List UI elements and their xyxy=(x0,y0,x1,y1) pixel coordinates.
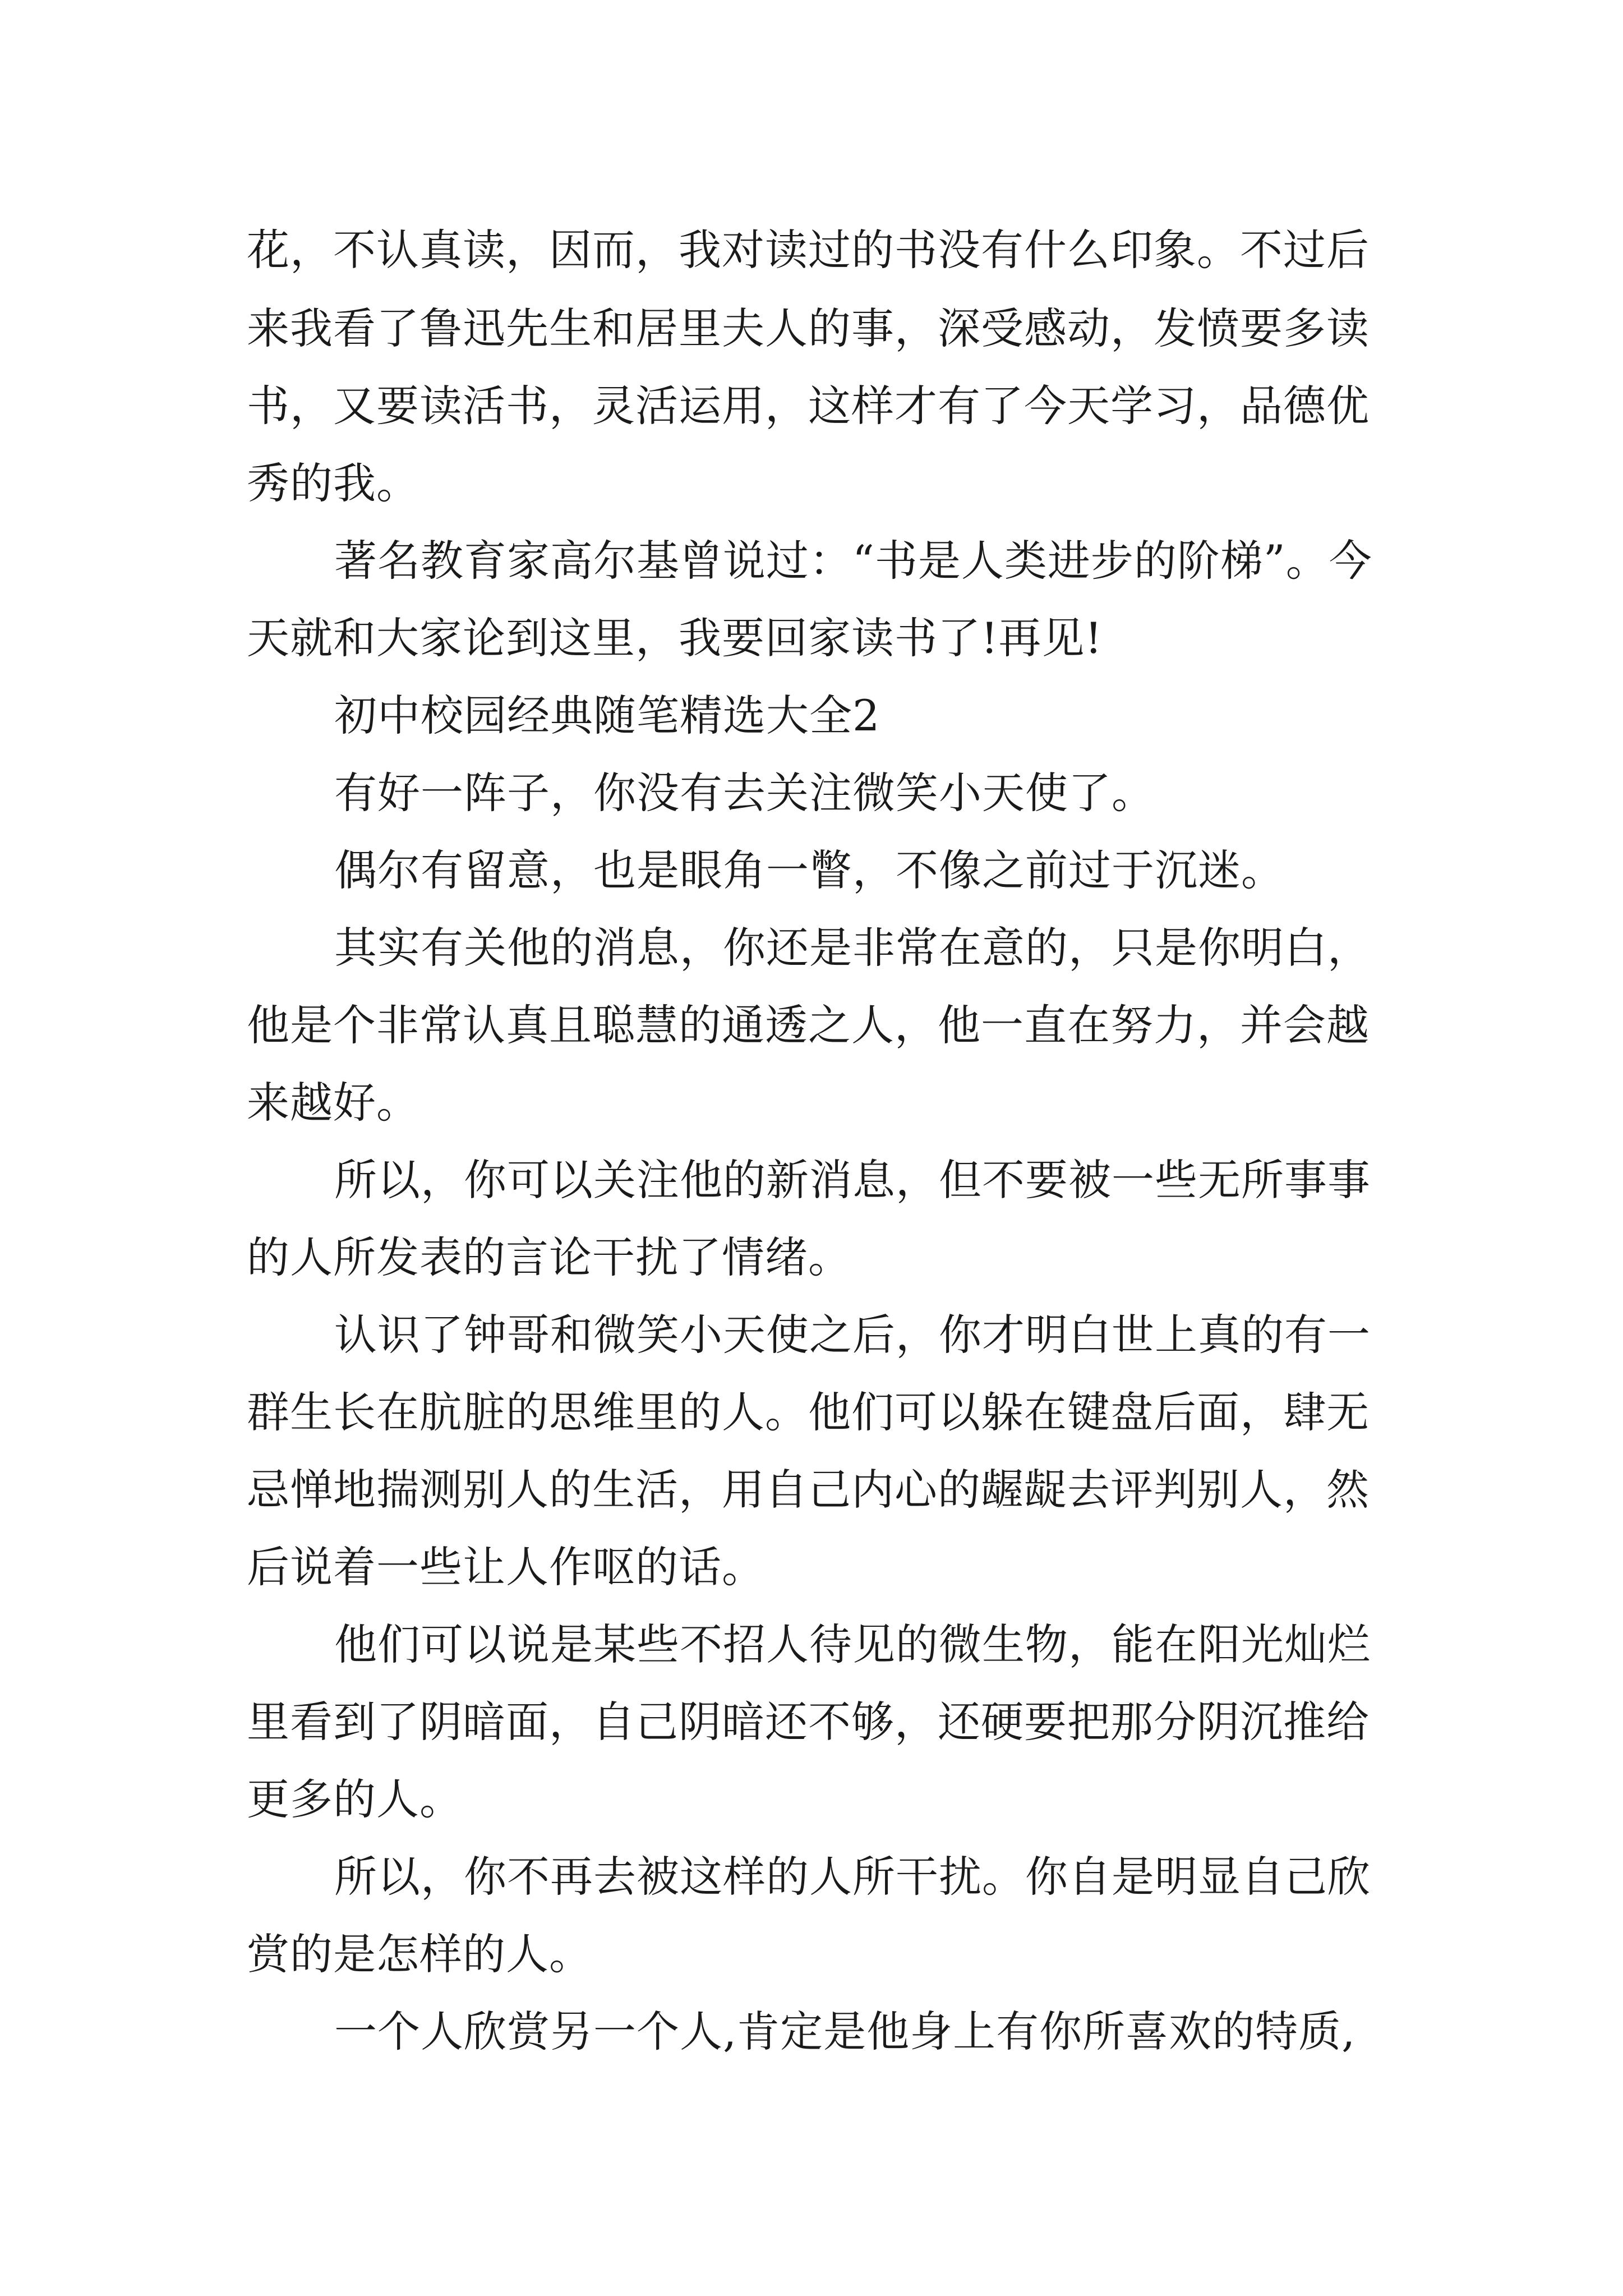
text-line: 一个人欣赏另一个人,肯定是他身上有你所喜欢的特质, xyxy=(334,2007,1356,2056)
text-line: 著名教育家高尔基曾说过：“书是人类进步的阶梯”。今 xyxy=(334,536,1372,586)
text-line: 偶尔有留意，也是眼角一瞥，不像之前过于沉迷。 xyxy=(334,845,1284,895)
text-line: 里看到了阴暗面，自己阴暗还不够，还硬要把那分阴沉推给 xyxy=(247,1697,1370,1747)
text-line: 认识了钟哥和微笑小天使之后，你才明白世上真的有一 xyxy=(334,1310,1371,1360)
text-line: 他们可以说是某些不招人待见的微生物，能在阳光灿烂 xyxy=(334,1619,1371,1669)
text-line: 来越好。 xyxy=(247,1078,419,1128)
text-line: 他是个非常认真且聪慧的通透之人，他一直在努力，并会越 xyxy=(247,1000,1370,1050)
text-line: 其实有关他的消息，你还是非常在意的，只是你明白， xyxy=(334,923,1371,973)
text-line: 秀的我。 xyxy=(247,458,419,508)
text-line: 书，又要读活书，灵活运用，这样才有了今天学习，品德优 xyxy=(247,381,1370,431)
text-line: 花，不认真读，因而，我对读过的书没有什么印象。不过后 xyxy=(247,225,1370,275)
text-line: 更多的人。 xyxy=(247,1774,463,1824)
text-line: 来我看了鲁迅先生和居里夫人的事，深受感动，发愤要多读 xyxy=(247,303,1370,353)
text-line: 后说着一些让人作呕的话。 xyxy=(247,1542,765,1592)
text-line: 天就和大家论到这里，我要回家读书了!再见! xyxy=(247,613,1103,663)
text-line: 忌惮地揣测别人的生活，用自己内心的龌龊去评判别人，然 xyxy=(247,1465,1370,1515)
text-line: 群生长在肮脏的思维里的人。他们可以躲在键盘后面，肆无 xyxy=(247,1387,1370,1437)
text-line: 所以，你不再去被这样的人所干扰。你自是明显自己欣 xyxy=(334,1852,1371,1902)
text-line: 的人所发表的言论干扰了情绪。 xyxy=(247,1232,851,1282)
text-line: 有好一阵子，你没有去关注微笑小天使了。 xyxy=(334,768,1155,818)
section-heading: 初中校园经典随笔精选大全2 xyxy=(334,691,880,740)
text-line: 赏的是怎样的人。 xyxy=(247,1929,592,1979)
text-line: 所以，你可以关注他的新消息，但不要被一些无所事事 xyxy=(334,1155,1371,1205)
